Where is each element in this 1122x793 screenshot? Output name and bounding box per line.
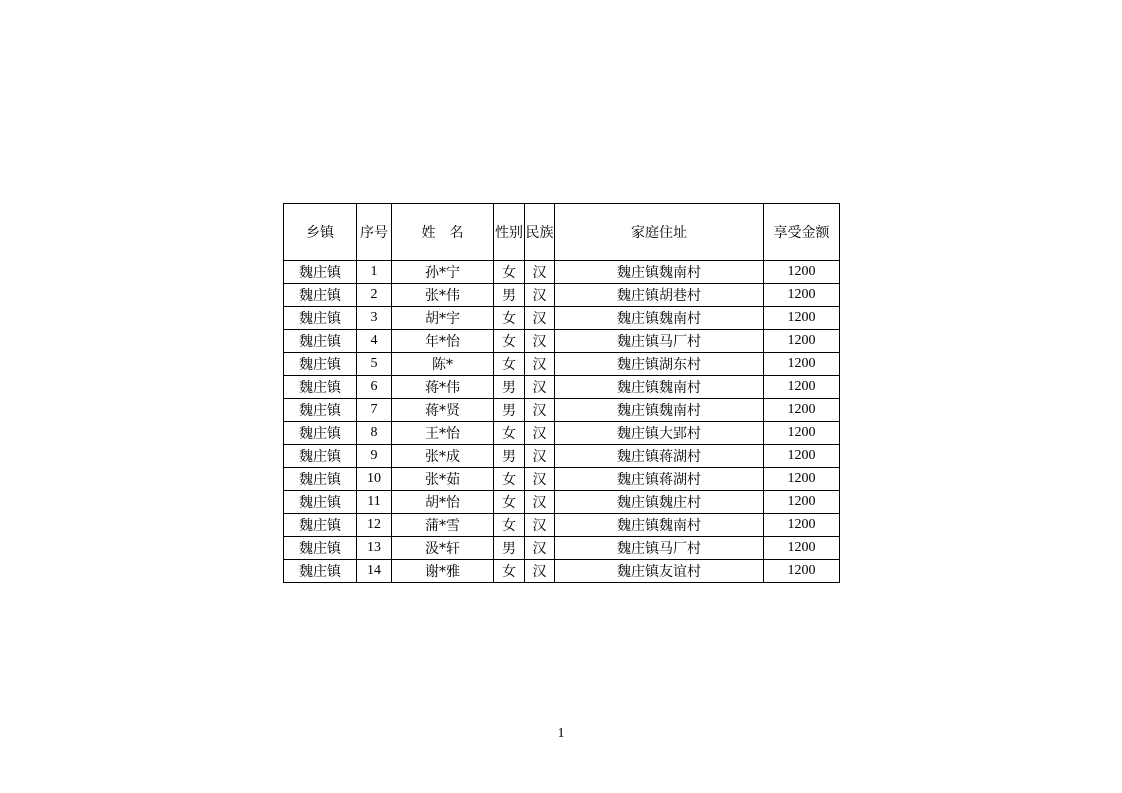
cell-name: 蒋*贤 [392,399,494,422]
cell-serial-number: 1 [357,261,392,284]
cell-township: 魏庄镇 [284,399,357,422]
cell-home-address: 魏庄镇湖东村 [555,353,764,376]
cell-ethnicity: 汉 [525,491,555,514]
cell-name: 汲*轩 [392,537,494,560]
table-row [284,422,840,445]
cell-name: 谢*雅 [392,560,494,583]
cell-amount: 1200 [764,261,840,284]
cell-gender: 女 [494,422,525,445]
cell-ethnicity: 汉 [525,445,555,468]
header-gender: 性别 [494,204,525,261]
cell-home-address: 魏庄镇胡巷村 [555,284,764,307]
table-row [284,330,840,353]
cell-gender: 女 [494,330,525,353]
cell-name: 孙*宁 [392,261,494,284]
cell-gender: 女 [494,468,525,491]
cell-amount: 1200 [764,560,840,583]
table-row [284,284,840,307]
cell-township: 魏庄镇 [284,284,357,307]
cell-serial-number: 5 [357,353,392,376]
cell-gender: 男 [494,284,525,307]
cell-name: 蒋*伟 [392,376,494,399]
cell-ethnicity: 汉 [525,422,555,445]
cell-township: 魏庄镇 [284,376,357,399]
cell-ethnicity: 汉 [525,468,555,491]
cell-gender: 男 [494,399,525,422]
cell-home-address: 魏庄镇马厂村 [555,537,764,560]
cell-home-address: 魏庄镇友谊村 [555,560,764,583]
cell-gender: 男 [494,376,525,399]
cell-township: 魏庄镇 [284,560,357,583]
cell-serial-number: 13 [357,537,392,560]
cell-ethnicity: 汉 [525,537,555,560]
table-row [284,560,840,583]
table-row [284,514,840,537]
table-body [284,261,840,583]
cell-gender: 女 [494,261,525,284]
cell-amount: 1200 [764,353,840,376]
cell-ethnicity: 汉 [525,261,555,284]
cell-amount: 1200 [764,422,840,445]
cell-township: 魏庄镇 [284,468,357,491]
cell-township: 魏庄镇 [284,261,357,284]
cell-serial-number: 14 [357,560,392,583]
table-row [284,537,840,560]
cell-amount: 1200 [764,307,840,330]
cell-amount: 1200 [764,445,840,468]
cell-township: 魏庄镇 [284,491,357,514]
cell-home-address: 魏庄镇蒋湖村 [555,468,764,491]
cell-township: 魏庄镇 [284,307,357,330]
cell-gender: 女 [494,491,525,514]
cell-ethnicity: 汉 [525,399,555,422]
cell-township: 魏庄镇 [284,445,357,468]
cell-township: 魏庄镇 [284,537,357,560]
table-row [284,445,840,468]
cell-home-address: 魏庄镇蒋湖村 [555,445,764,468]
cell-home-address: 魏庄镇魏南村 [555,261,764,284]
cell-ethnicity: 汉 [525,514,555,537]
cell-serial-number: 4 [357,330,392,353]
cell-amount: 1200 [764,399,840,422]
page-number: 1 [557,726,565,741]
cell-amount: 1200 [764,491,840,514]
cell-serial-number: 3 [357,307,392,330]
cell-name: 胡*宇 [392,307,494,330]
cell-ethnicity: 汉 [525,353,555,376]
table-row [284,376,840,399]
cell-serial-number: 6 [357,376,392,399]
header-township: 乡镇 [284,204,357,261]
cell-ethnicity: 汉 [525,376,555,399]
cell-home-address: 魏庄镇魏南村 [555,399,764,422]
cell-serial-number: 2 [357,284,392,307]
cell-name: 胡*怡 [392,491,494,514]
cell-serial-number: 8 [357,422,392,445]
header-amount: 享受金额 [764,204,840,261]
cell-amount: 1200 [764,376,840,399]
subsidy-table [283,203,840,583]
cell-gender: 男 [494,445,525,468]
cell-name: 王*怡 [392,422,494,445]
cell-gender: 女 [494,307,525,330]
cell-home-address: 魏庄镇魏南村 [555,307,764,330]
cell-amount: 1200 [764,514,840,537]
cell-name: 张*茹 [392,468,494,491]
cell-township: 魏庄镇 [284,330,357,353]
cell-home-address: 魏庄镇魏南村 [555,376,764,399]
cell-gender: 女 [494,353,525,376]
cell-township: 魏庄镇 [284,422,357,445]
cell-ethnicity: 汉 [525,307,555,330]
table-row [284,399,840,422]
header-ethnicity: 民族 [525,204,555,261]
cell-amount: 1200 [764,468,840,491]
cell-township: 魏庄镇 [284,514,357,537]
cell-serial-number: 11 [357,491,392,514]
cell-home-address: 魏庄镇大郢村 [555,422,764,445]
cell-home-address: 魏庄镇魏南村 [555,514,764,537]
cell-amount: 1200 [764,284,840,307]
cell-name: 陈* [392,353,494,376]
cell-gender: 女 [494,560,525,583]
header-home-address: 家庭住址 [555,204,764,261]
cell-name: 张*成 [392,445,494,468]
cell-serial-number: 10 [357,468,392,491]
table-row [284,353,840,376]
cell-amount: 1200 [764,330,840,353]
cell-amount: 1200 [764,537,840,560]
table-row [284,307,840,330]
cell-ethnicity: 汉 [525,330,555,353]
subsidy-table-container [283,203,840,583]
header-serial-number: 序号 [357,204,392,261]
cell-serial-number: 7 [357,399,392,422]
cell-name: 张*伟 [392,284,494,307]
cell-gender: 男 [494,537,525,560]
cell-serial-number: 9 [357,445,392,468]
cell-name: 年*怡 [392,330,494,353]
cell-township: 魏庄镇 [284,353,357,376]
table-row [284,468,840,491]
table-header-row [284,204,840,261]
cell-name: 蒲*雪 [392,514,494,537]
cell-serial-number: 12 [357,514,392,537]
table-row [284,491,840,514]
cell-ethnicity: 汉 [525,560,555,583]
header-name: 姓 名 [392,204,494,261]
cell-home-address: 魏庄镇马厂村 [555,330,764,353]
cell-gender: 女 [494,514,525,537]
cell-ethnicity: 汉 [525,284,555,307]
cell-home-address: 魏庄镇魏庄村 [555,491,764,514]
table-row [284,261,840,284]
